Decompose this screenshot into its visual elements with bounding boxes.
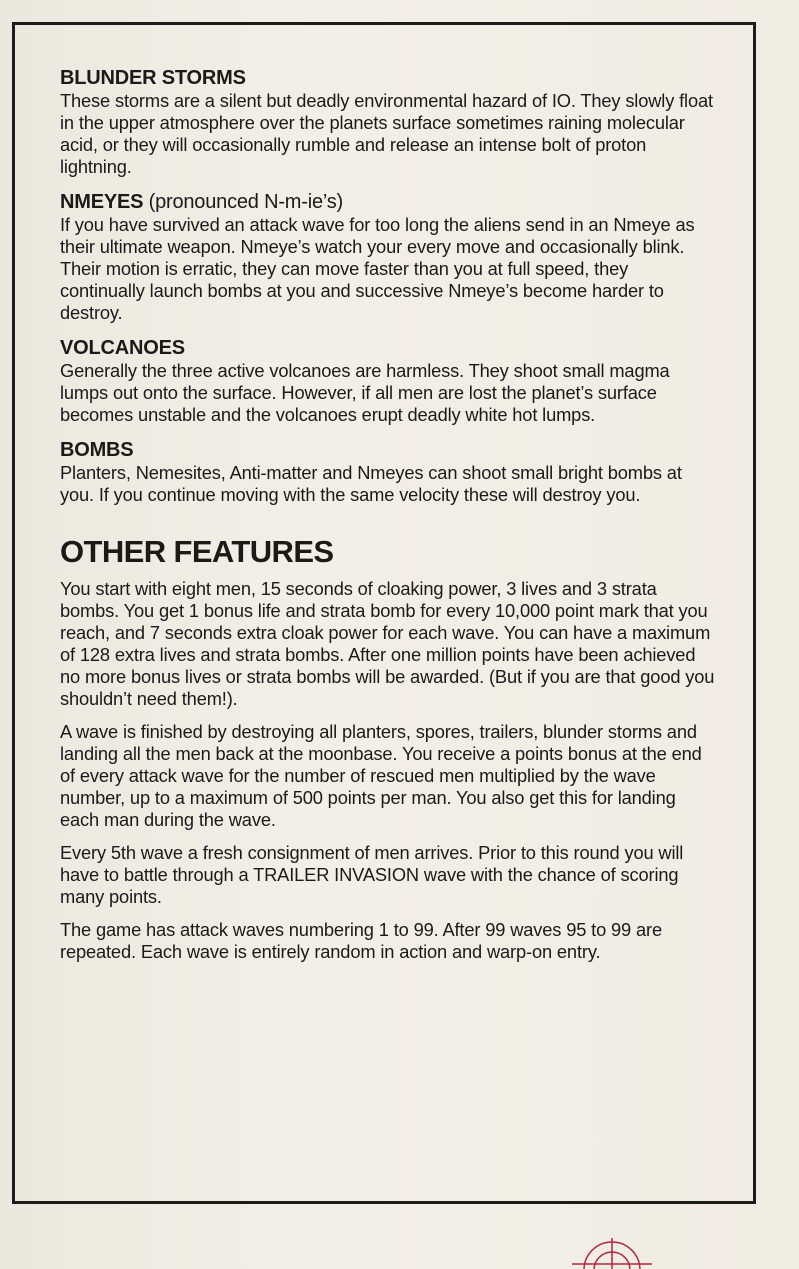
section-text: These storms are a silent but deadly environmental hazard of IO. They slowly float in the upper atmosphere over the planets surface sometimes raining molecular acid, or they will occasionally rumble and release an intense bolt of proton lightning. (60, 90, 713, 177)
section-title: VOLCANOES (60, 337, 185, 359)
section-heading (60, 66, 716, 90)
section-heading (60, 190, 716, 214)
section-heading (60, 438, 716, 462)
pronunciation-note: (pronounced N-m-ie’s) (143, 191, 344, 213)
section-title: BLUNDER STORMS (60, 67, 246, 89)
section-blunder-storms (60, 66, 716, 178)
section-text: Generally the three active volcanoes are harmless. They shoot small magma lumps out onto the surface. However, if all men are lost the planet’s surface becomes unstable and the volcanoes erupt deadly white hot lumps. (60, 360, 670, 425)
section-volcanoes (60, 336, 716, 426)
page-content (60, 66, 716, 974)
section-text: Planters, Nemesites, Anti-matter and Nmeyes can shoot small bright bombs at you. If you continue moving with the same velocity these will destroy you. (60, 462, 682, 505)
feature-paragraph: The game has attack waves numbering 1 to 99. After 99 waves 95 to 99 are repeated. Each wave is entirely random in action and warp-on entry. (60, 919, 662, 962)
registration-mark-icon (562, 1236, 662, 1269)
feature-paragraph: Every 5th wave a fresh consignment of men arrives. Prior to this round you will have to battle through a TRAILER INVASION wave with the chance of scoring many points. (60, 842, 684, 907)
other-features-heading: OTHER FEATURES (60, 534, 334, 569)
section-title: BOMBS (60, 439, 134, 461)
feature-paragraph: A wave is finished by destroying all planters, spores, trailers, blunder storms and landing all the men back at the moonbase. You receive a points bonus at the end of every attack wave for the number of rescued men multiplied by the wave number, up to a maximum of 500 points per man. You also get this for landing each man during the wave. (60, 721, 702, 830)
section-title: NMEYES (60, 191, 144, 213)
section-bombs (60, 438, 716, 506)
section-nmeyes (60, 190, 716, 324)
feature-paragraph: You start with eight men, 15 seconds of cloaking power, 3 lives and 3 strata bombs. You get 1 bonus life and strata bomb for every 10,000 point mark that you reach, and 7 seconds extra cloak power for each wave. You can have a maximum of 128 extra lives and strata bombs. After one million points have been achieved no more bonus lives or strata bombs will be awarded. (But if you are that good you shouldn’t need them!). (60, 578, 715, 709)
section-text: If you have survived an attack wave for too long the aliens send in an Nmeye as their ultimate weapon. Nmeye’s watch your every move and occasionally blink. Their motion is erratic, they can move faster than you at full speed, they continually launch bombs at you and successive Nmeye’s become harder to destroy. (60, 214, 695, 323)
section-heading (60, 336, 716, 360)
